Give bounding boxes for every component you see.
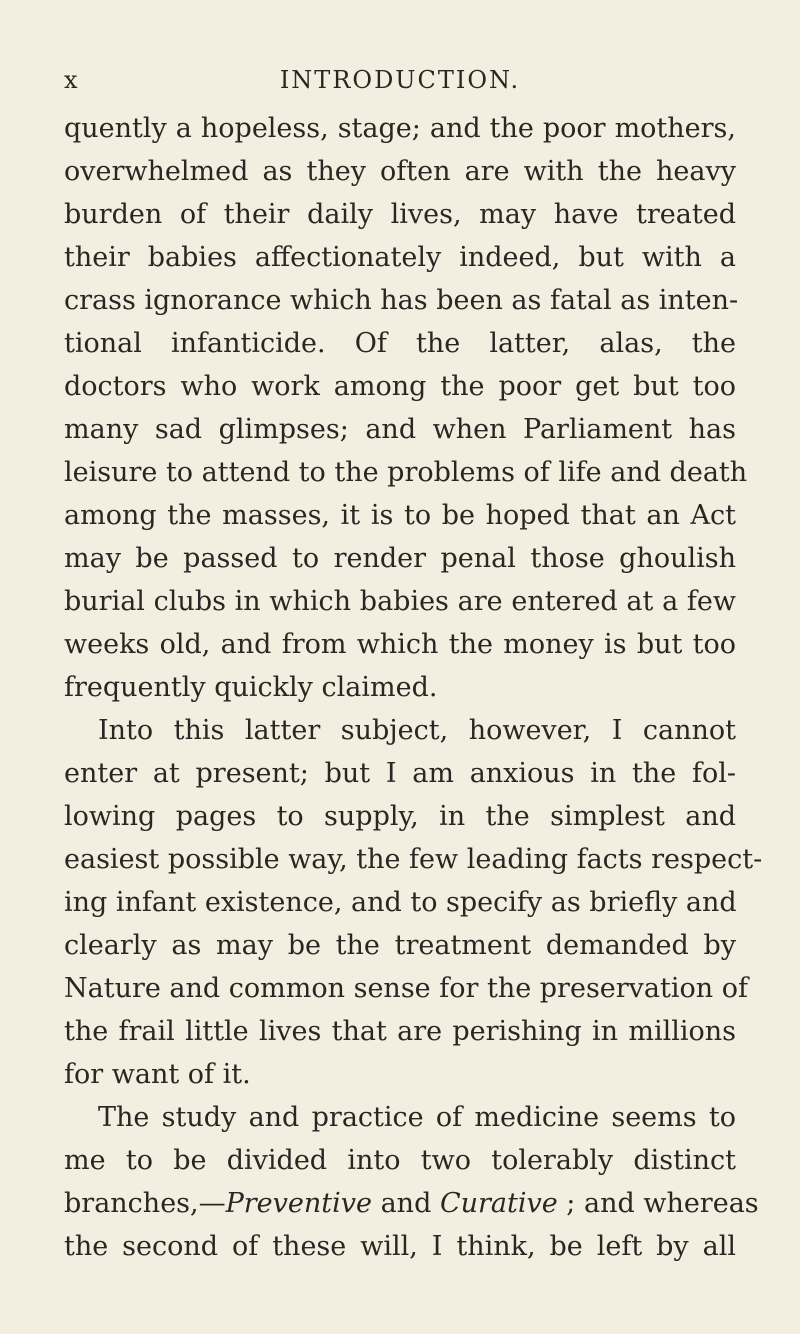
text-line-with-emphasis xyxy=(64,1182,759,1225)
text-line: leisure to attend to the problems of life and death xyxy=(64,457,748,488)
text-line: many sad glimpses; and when Parliament has xyxy=(64,414,736,445)
text-line: crass ignorance which has been as fatal as inten- xyxy=(64,285,739,316)
text-line: lowing pages to supply, in the simplest and xyxy=(64,801,736,832)
text-line: their babies affectionately indeed, but with a xyxy=(64,242,736,273)
text-line: among the masses, it is to be hoped that an Act xyxy=(64,500,736,531)
text-line: The study and practice of medicine seems to xyxy=(98,1102,736,1133)
text-line: Into this latter subject, however, I cannot xyxy=(98,715,736,746)
text-line: for want of it. xyxy=(64,1059,251,1090)
text-line: frequently quickly claimed. xyxy=(64,672,438,703)
text-segment: branches,— xyxy=(64,1188,226,1219)
text-line: the frail little lives that are perishing in millions xyxy=(64,1016,736,1047)
text-line: enter at present; but I am anxious in the fol- xyxy=(64,758,736,789)
text-line: burden of their daily lives, may have treated xyxy=(64,199,736,230)
text-line: Nature and common sense for the preservation of xyxy=(64,973,748,1004)
body-text xyxy=(64,107,763,1268)
text-line: me to be divided into two tolerably distinct xyxy=(64,1145,736,1176)
text-line: clearly as may be the treatment demanded by xyxy=(64,930,736,961)
text-line: ing infant existence, and to specify as briefly and xyxy=(64,887,737,918)
page-number: x xyxy=(64,66,79,94)
page-header xyxy=(64,66,736,106)
text-line: may be passed to render penal those ghoulish xyxy=(64,543,736,574)
text-segment: and xyxy=(372,1188,440,1219)
text-line: weeks old, and from which the money is but too xyxy=(64,629,736,660)
text-line: burial clubs in which babies are entered at a few xyxy=(64,586,736,617)
text-line: tional infanticide. Of the latter, alas, the xyxy=(64,328,736,359)
text-line: the second of these will, I think, be left by all xyxy=(64,1231,736,1262)
text-line: overwhelmed as they often are with the heavy xyxy=(64,156,736,187)
running-head: INTRODUCTION. xyxy=(279,66,521,94)
emphasis-curative: Curative xyxy=(439,1188,558,1219)
emphasis-preventive: Preventive xyxy=(225,1188,372,1219)
text-line: doctors who work among the poor get but too xyxy=(64,371,736,402)
text-line: quently a hopeless, stage; and the poor mothers, xyxy=(64,113,736,144)
text-line: easiest possible way, the few leading facts respect- xyxy=(64,844,763,875)
text-segment: ; and whereas xyxy=(557,1188,759,1219)
